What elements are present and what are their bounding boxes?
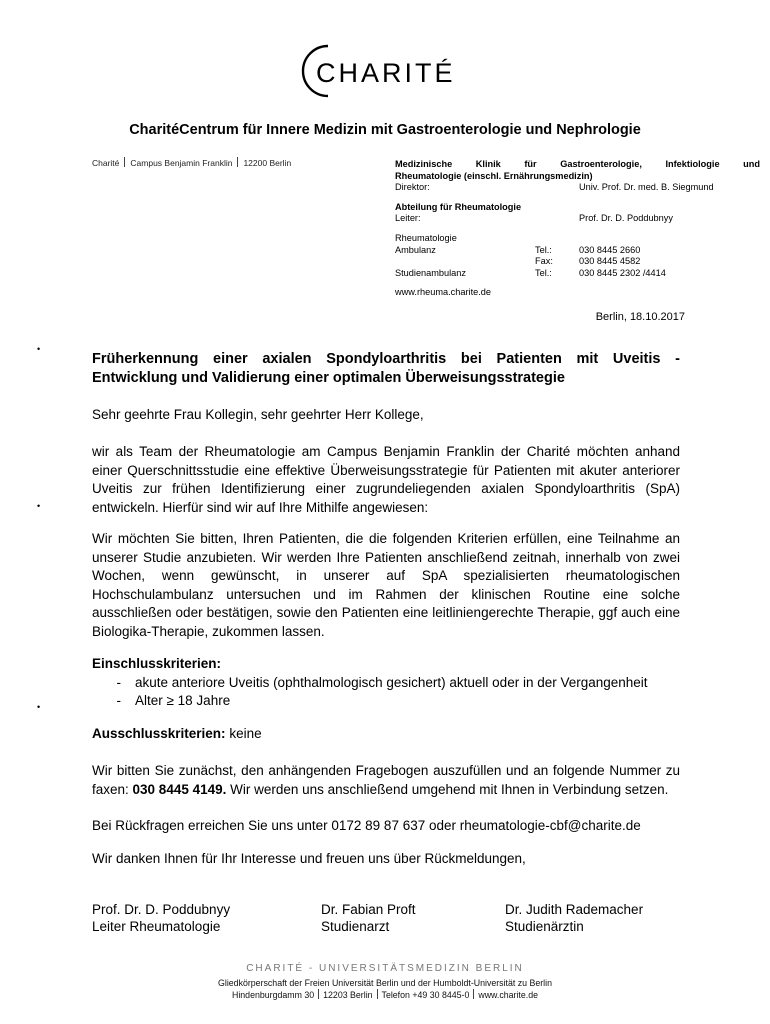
fax-number-highlight: 030 8445 4149. <box>132 781 227 797</box>
fold-mark: • <box>37 344 41 354</box>
signatory-role: Leiter Rheumatologie <box>92 919 221 934</box>
signatory-name: Dr. Fabian Proft <box>321 902 416 917</box>
fax-request <box>92 762 680 799</box>
fold-mark: • <box>37 501 41 511</box>
signatory-name: Prof. Dr. D. Poddubnyy <box>92 902 231 917</box>
list-item: - akute anteriore Uveitis (ophthalmologisch gesichert) aktuell oder in der Vergangenheit <box>92 674 680 693</box>
divider <box>473 989 474 999</box>
director-name: Univ. Prof. Dr. med. B. Siegmund <box>579 182 714 193</box>
salutation: Sehr geehrte Frau Kollegin, sehr geehrter Herr Kollege, <box>92 407 424 422</box>
contact-line: Bei Rückfragen erreichen Sie uns unter 0172 89 87 637 oder rheumatologie-cbf@charite.de <box>92 818 641 833</box>
fax-label: Fax: <box>535 256 553 267</box>
letter-subject: Früherkennung einer axialen Spondyloarthritis bei Patienten mit Uveitis - Entwicklung und Validierung einer optimalen Überweisungsstrategie <box>92 351 680 386</box>
inclusion-criteria <box>92 655 680 711</box>
sender-campus: Campus Benjamin Franklin <box>130 158 233 168</box>
signature-block <box>92 901 230 935</box>
criterion-text: akute anteriore Uveitis (ophthalmologisch gesichert) aktuell oder in der Vergangenheit <box>135 674 648 690</box>
tel-label: Tel.: <box>535 244 552 255</box>
logo-text: CHARITÉ <box>316 58 456 88</box>
inclusion-heading: Einschlusskriterien: <box>92 656 222 671</box>
sender-institution: Charité <box>92 158 120 168</box>
studienambulanz-label: Studienambulanz <box>395 267 466 278</box>
list-item: - Alter ≥ 18 Jahre <box>92 692 680 711</box>
divider <box>124 157 125 167</box>
unit-ambulanz: Ambulanz <box>395 244 436 255</box>
tel2-number: 030 8445 2302 /4414 <box>579 267 666 278</box>
signatory-role: Studienärztin <box>505 919 584 934</box>
paragraph-2: Wir möchten Sie bitten, Ihren Patienten, die die folgenden Kriterien erfüllen, eine Teilnahme an unserer Studie anzubieten. Wir werden Ihre Patienten anschließend zeitnah, innerhalb von zwei Wochen, wenn gewünscht, in unserer auf SpA spezialisierten rheumatologischen Hochschulambulanz untersuchen und im Rahmen der klinischen Routine eine solche ausschließen oder bestätigen, sowie den Patienten eine leitliniengerechte Therapie, ggf auch eine Biologika-Therapie, zukommen lassen. <box>92 531 680 639</box>
closing-thanks: Wir danken Ihnen für Ihr Interesse und freuen uns über Rückmeldungen, <box>92 851 526 866</box>
department-title: CharitéCentrum für Innere Medizin mit Gastroenterologie und Nephrologie <box>129 122 641 138</box>
footer-street: Hindenburgdamm 30 <box>231 990 315 1000</box>
divider <box>318 989 319 999</box>
fax-number: 030 8445 4582 <box>579 256 641 267</box>
signatory-name: Dr. Judith Rademacher <box>505 902 644 917</box>
leader-label: Leiter: <box>395 213 421 224</box>
footer-institution: CHARITÉ - UNIVERSITÄTSMEDIZIN BERLIN <box>246 963 524 974</box>
signature-block <box>321 901 416 935</box>
divider <box>377 989 378 999</box>
director-label: Direktor: <box>395 182 430 193</box>
exclusion-heading: Ausschlusskriterien: <box>92 726 226 741</box>
website-link[interactable]: www.rheuma.charite.de <box>395 287 492 298</box>
signature-block <box>505 901 643 935</box>
tel2-label: Tel.: <box>535 267 552 278</box>
paragraph-1: wir als Team der Rheumatologie am Campus Benjamin Franklin der Charité möchten anhand einer Querschnittsstudie eine effektive Überweisungsstrategie für Patienten mit akuter anteriorer Uveitis zur frühen Identifizierung einer zugrundeliegenden axialen Spondyloarthritis (SpA) entwickeln. Hierfür sind wir auf Ihre Mithilfe angewiesen: <box>92 444 680 515</box>
clinic-name-line1: Medizinische Klinik für Gastroenterologie, Infektiologie und <box>395 159 760 169</box>
clinic-info-block <box>395 159 760 299</box>
footer-affiliation: Gliedkörperschaft der Freien Universität Berlin und der Humboldt-Universität zu Berlin <box>218 978 552 988</box>
footer-phone: Telefon +49 30 8445-0 <box>381 990 470 1000</box>
fax-request-text-end: Wir werden uns anschließend umgehend mit Ihnen in Verbindung setzen. <box>226 781 669 797</box>
sender-city: 12200 Berlin <box>243 158 292 168</box>
division-name: Abteilung für Rheumatologie <box>395 201 522 212</box>
clinic-name-line2: Rheumatologie (einschl. Ernährungsmedizin) <box>395 170 593 181</box>
tel-number: 030 8445 2660 <box>579 244 641 255</box>
criterion-text: Alter ≥ 18 Jahre <box>135 693 231 708</box>
unit-name: Rheumatologie <box>395 232 457 243</box>
footer-city: 12203 Berlin <box>323 990 373 1000</box>
footer-address <box>0 989 770 1001</box>
exclusion-value: keine <box>225 726 262 741</box>
divider <box>237 157 238 167</box>
director-row <box>395 182 760 194</box>
ambulanz-tel-row <box>395 245 760 257</box>
sender-address <box>92 157 291 168</box>
fax-request-text: Wir bitten Sie zunächst, den anhängenden Fragebogen auszufüllen und an folgende Nummer zu faxen: <box>92 763 680 797</box>
charite-logo <box>0 40 770 100</box>
exclusion-criteria <box>92 725 680 744</box>
studienambulanz-row <box>395 268 760 280</box>
fold-mark: • <box>37 702 41 712</box>
letter-date: Berlin, 18.10.2017 <box>595 311 685 323</box>
leader-row <box>395 213 760 225</box>
leader-name: Prof. Dr. D. Poddubnyy <box>579 213 673 224</box>
ambulanz-fax-row <box>395 256 760 268</box>
charite-logo-mark <box>290 40 480 102</box>
footer-details <box>0 977 770 1001</box>
inclusion-list <box>92 674 680 711</box>
footer-website[interactable]: www.charite.de <box>478 990 538 1000</box>
signatory-role: Studienarzt <box>321 919 390 934</box>
